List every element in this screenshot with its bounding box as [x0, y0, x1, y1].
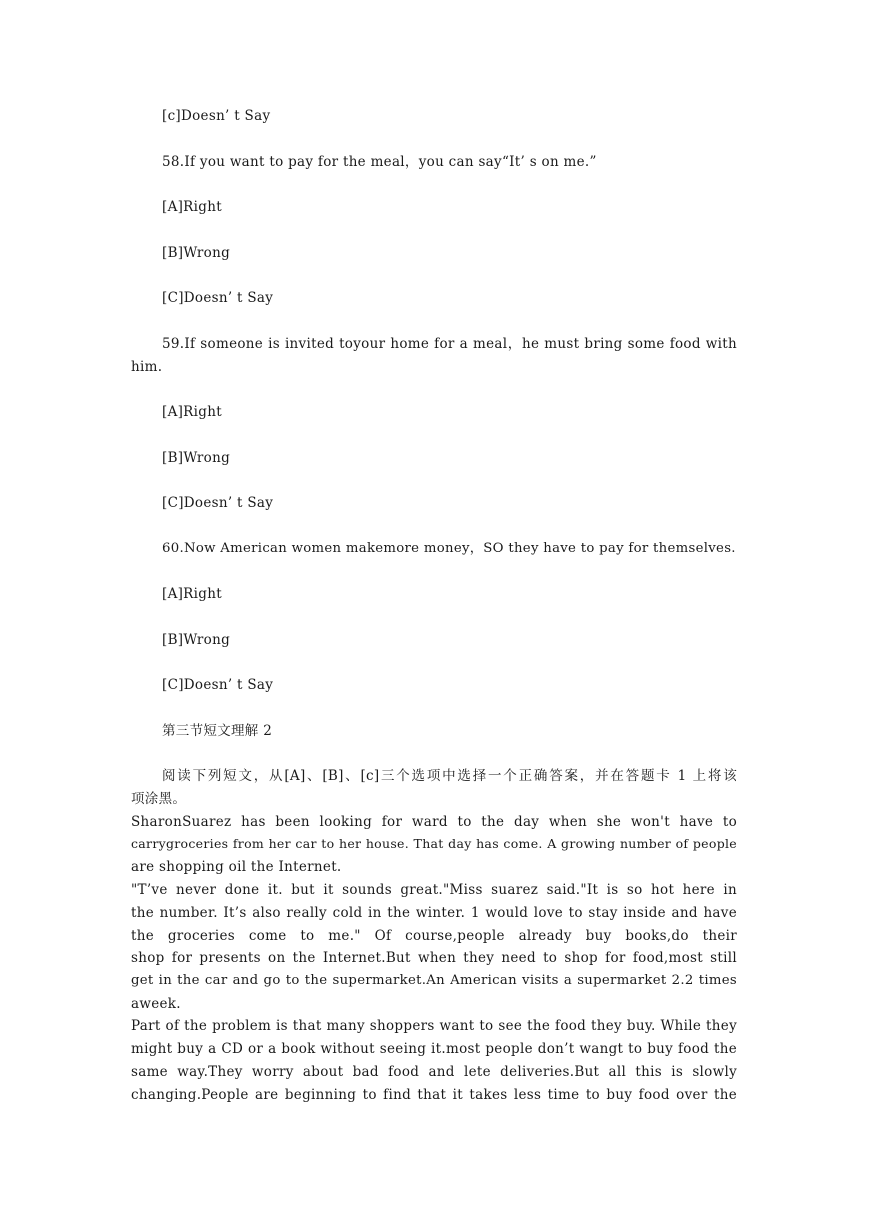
q59-option-b: [B]Wrong	[162, 450, 231, 466]
q58-option-a: [A]Right	[162, 199, 222, 215]
passage-p1-line-1: SharonSuarez has been looking for ward to the day when she won't have to	[131, 814, 737, 830]
passage-p3-line-2: might buy a CD or a book without seeing it.most people don’t wangt to buy food the	[131, 1041, 737, 1057]
passage-p1-line-3: are shopping oil the Internet.	[131, 859, 342, 875]
passage-p2-line-1: "T’ve never done it. but it sounds great."Miss suarez said."It is so hot here in	[131, 882, 737, 898]
q57-option-c: [c]Doesn’ t Say	[162, 108, 271, 124]
passage-p1-line-2: carrygroceries from her car to her house. That day has come. A growing number of people	[131, 836, 737, 851]
section-heading: 第三节短文理解 2	[162, 723, 273, 739]
q58-option-c: [C]Doesn’ t Say	[162, 290, 274, 306]
instruction-line-2: 项涂黑。	[131, 791, 187, 807]
q59-question-line-1: 59.If someone is invited toyour home for a meal，he must bring some food with	[162, 336, 737, 352]
q58-option-b: [B]Wrong	[162, 245, 231, 261]
q59-option-c: [C]Doesn’ t Say	[162, 495, 274, 511]
passage-p2-line-5: get in the car and go to the supermarket.An American visits a supermarket 2.2 times	[131, 973, 737, 988]
q58-question: 58.If you want to pay for the meal，you can say“It’ s on me.”	[162, 154, 597, 170]
instruction-line-1: 阅读下列短文，从[A]、[B]、[c]三个选项中选择一个正确答案，并在答题卡 1 上将该	[162, 768, 737, 784]
passage-p2-line-4: shop for presents on the Internet.But when they need to shop for food,most still	[131, 950, 737, 966]
q60-option-a: [A]Right	[162, 586, 222, 602]
q60-option-b: [B]Wrong	[162, 632, 231, 648]
passage-p3-line-4: changing.People are beginning to find that it takes less time to buy food over the	[131, 1087, 737, 1103]
q59-question-line-2: him.	[131, 359, 163, 375]
passage-p3-line-1: Part of the problem is that many shoppers want to see the food they buy. While they	[131, 1018, 737, 1034]
passage-p2-line-6: aweek.	[131, 996, 181, 1012]
q60-question: 60.Now American women makemore money，SO they have to pay for themselves.	[162, 541, 736, 556]
q60-option-c: [C]Doesn’ t Say	[162, 677, 274, 693]
passage-p3-line-3: same way.They worry about bad food and lete deliveries.But all this is slowly	[131, 1064, 737, 1080]
passage-p2-line-2: the number. It’s also really cold in the winter. 1 would love to stay inside and have	[131, 905, 737, 921]
passage-p2-line-3: the groceries come to me." Of course,people already buy books,do their	[131, 928, 737, 944]
q59-option-a: [A]Right	[162, 404, 222, 420]
